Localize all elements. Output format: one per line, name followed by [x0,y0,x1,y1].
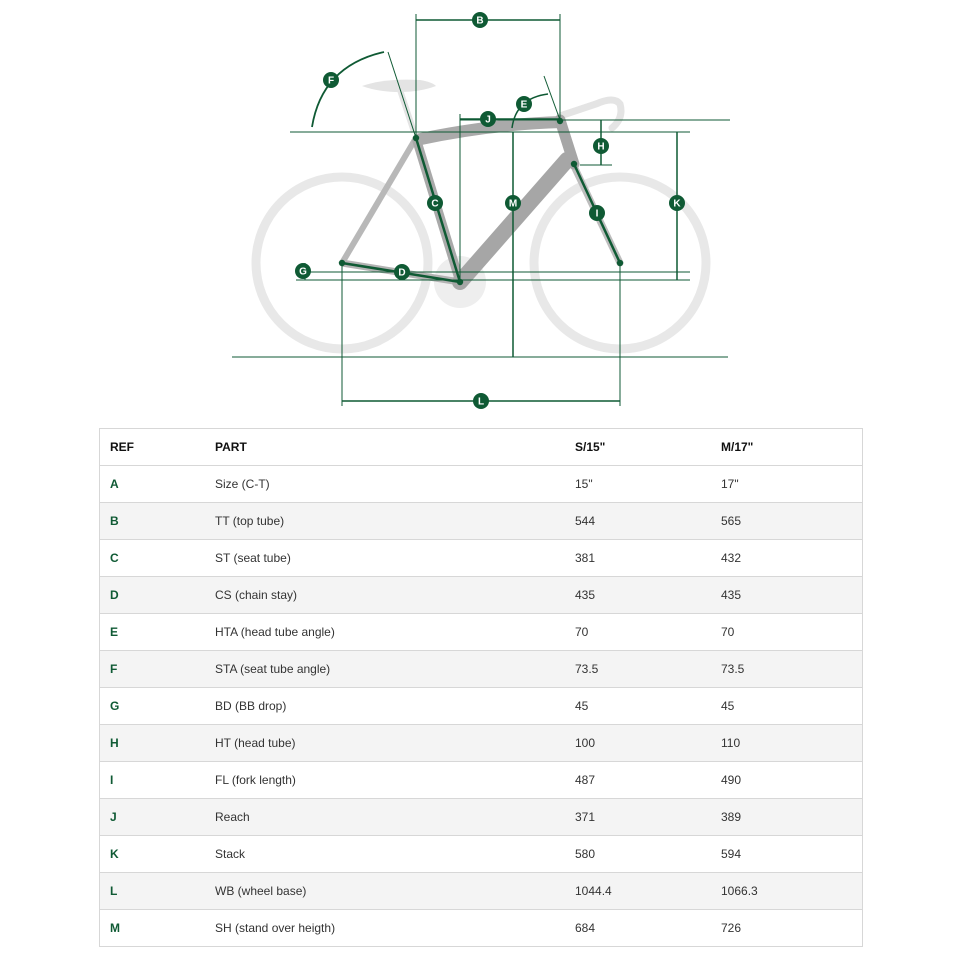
row-size-m: 73.5 [721,651,863,688]
row-size-m: 490 [721,762,863,799]
table-row [100,651,863,688]
svg-text:K: K [673,198,681,210]
row-part: ST (seat tube) [215,540,575,577]
row-size-m: 594 [721,836,863,873]
row-part: FL (fork length) [215,762,575,799]
marker-g [295,263,311,279]
svg-text:B: B [476,15,484,27]
svg-text:F: F [327,75,335,87]
row-size-s: 580 [575,836,721,873]
table-row [100,577,863,614]
table-row [100,540,863,577]
row-ref: G [100,688,216,725]
svg-text:H: H [597,141,605,153]
geometry-table [99,428,863,947]
row-ref: K [100,836,216,873]
row-ref: F [100,651,216,688]
table-row [100,466,863,503]
header-part: PART [215,429,575,466]
marker-c [427,195,443,211]
row-ref: I [100,762,216,799]
row-ref: M [100,910,216,947]
table-row [100,873,863,910]
svg-text:D: D [398,267,406,279]
table-row [100,910,863,947]
marker-l [473,393,489,409]
row-ref: B [100,503,216,540]
row-size-s: 371 [575,799,721,836]
marker-b [472,12,488,28]
row-part: WB (wheel base) [215,873,575,910]
row-size-m: 565 [721,503,863,540]
table-header-row [100,429,863,466]
header-size-m: M/17" [721,429,863,466]
row-size-s: 381 [575,540,721,577]
bike-geometry-diagram [0,0,960,420]
row-part: STA (seat tube angle) [215,651,575,688]
table-row [100,503,863,540]
svg-text:M: M [508,198,518,210]
svg-text:J: J [485,114,491,126]
row-part: CS (chain stay) [215,577,575,614]
row-part: Stack [215,836,575,873]
row-ref: C [100,540,216,577]
row-ref: J [100,799,216,836]
table-row [100,688,863,725]
row-size-m: 435 [721,577,863,614]
row-ref: H [100,725,216,762]
svg-text:I: I [595,208,599,220]
row-size-m: 1066.3 [721,873,863,910]
row-size-s: 73.5 [575,651,721,688]
row-size-s: 1044.4 [575,873,721,910]
row-size-s: 70 [575,614,721,651]
measurement-lines [232,14,730,406]
marker-e [516,96,532,112]
row-size-m: 70 [721,614,863,651]
handlebar [560,100,621,128]
marker-i [589,205,605,221]
row-size-s: 15" [575,466,721,503]
row-part: SH (stand over heigth) [215,910,575,947]
row-size-s: 100 [575,725,721,762]
table-row [100,836,863,873]
header-ref: REF [100,429,216,466]
row-part: Reach [215,799,575,836]
svg-text:E: E [520,99,528,111]
row-part: HTA (head tube angle) [215,614,575,651]
row-size-m: 389 [721,799,863,836]
row-size-m: 726 [721,910,863,947]
row-part: Size (C-T) [215,466,575,503]
row-size-s: 487 [575,762,721,799]
row-part: BD (BB drop) [215,688,575,725]
svg-text:G: G [299,266,307,278]
row-size-s: 45 [575,688,721,725]
row-size-m: 432 [721,540,863,577]
row-size-m: 17" [721,466,863,503]
row-size-s: 435 [575,577,721,614]
table-row [100,725,863,762]
table-row [100,614,863,651]
row-part: HT (head tube) [215,725,575,762]
svg-text:L: L [477,396,485,408]
geometry-table-body [100,466,863,947]
row-size-s: 684 [575,910,721,947]
svg-text:C: C [431,198,439,210]
marker-h [593,138,609,154]
row-ref: D [100,577,216,614]
table-row [100,762,863,799]
row-part: TT (top tube) [215,503,575,540]
table-row [100,799,863,836]
row-size-s: 544 [575,503,721,540]
marker-k [669,195,685,211]
row-ref: E [100,614,216,651]
row-ref: A [100,466,216,503]
marker-m [505,195,521,211]
header-size-s: S/15" [575,429,721,466]
marker-d [394,264,410,280]
marker-j [480,111,496,127]
row-size-m: 110 [721,725,863,762]
marker-f [323,72,339,88]
row-ref: L [100,873,216,910]
row-size-m: 45 [721,688,863,725]
